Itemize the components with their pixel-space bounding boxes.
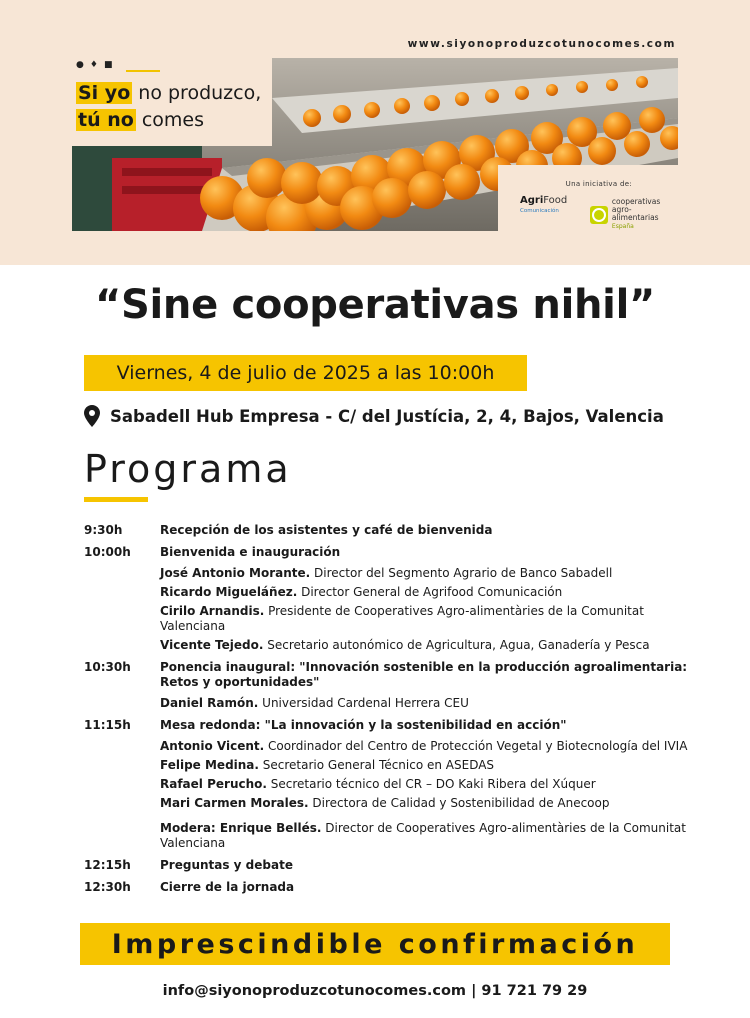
schedule-time: 12:15h (84, 858, 131, 872)
venue (84, 405, 664, 427)
speaker-role: Secretario General Técnico en ASEDAS (258, 758, 495, 772)
schedule-row (84, 880, 704, 895)
speaker-role: Secretario autonómico de Agricultura, Agua, Ganadería y Pesca (263, 638, 650, 652)
initiative-label: Una iniciativa de: (565, 180, 632, 188)
programa-underline (84, 497, 148, 502)
speaker (160, 585, 704, 600)
schedule-item-title: Ponencia inaugural: "Innovación sostenible en la producción agroalimentaria: Retos y oportunidades" (160, 660, 688, 689)
contact-info[interactable]: info@siyonoproduzcotunocomes.com | 91 721 79 29 (162, 983, 588, 999)
schedule-time: 12:30h (84, 880, 131, 894)
schedule-description (160, 545, 704, 653)
slogan-text-2: comes (135, 109, 205, 131)
schedule-description (160, 718, 704, 851)
speaker (160, 638, 704, 653)
programa-heading: Programa (84, 447, 292, 491)
schedule-item-title: Cierre de la jornada (160, 880, 295, 894)
campaign-logo (72, 58, 272, 146)
schedule-description (160, 660, 704, 711)
speaker-name: Cirilo Arnandis. (160, 604, 265, 618)
speaker (160, 604, 704, 634)
speaker (160, 696, 704, 711)
schedule-time: 10:30h (84, 660, 131, 674)
schedule-row (84, 545, 704, 653)
schedule-row (84, 718, 704, 851)
speaker-role: Presidente de Cooperatives Agro-alimentàries de la Comunitat Valenciana (160, 604, 644, 633)
schedule-time: 10:00h (84, 545, 131, 559)
campaign-icons (76, 60, 112, 70)
slogan-highlight-2: tú no (78, 109, 134, 131)
schedule-item-title: Mesa redonda: "La innovación y la sostenibilidad en acción" (160, 718, 567, 732)
speaker-name: Vicente Tejedo. (160, 638, 264, 652)
event-title: “Sine cooperativas nihil” (94, 282, 655, 328)
schedule-row (84, 858, 704, 873)
speaker (160, 821, 704, 851)
cooperativas-icon (590, 206, 608, 224)
speaker (160, 777, 704, 792)
chef-hat-icon: ♦ (89, 60, 98, 70)
agrifood-logo: AgriFood Comunicación (520, 195, 568, 214)
calendar-icon: ■ (103, 60, 113, 70)
speaker-name: Mari Carmen Morales. (160, 796, 309, 810)
speaker-name: Antonio Vicent. (160, 739, 265, 753)
speaker (160, 566, 704, 581)
slogan-text-1: no produzco, (132, 82, 262, 104)
speaker-role: Director de Cooperatives Agro-alimentàries de la Comunitat Valenciana (160, 821, 686, 850)
schedule-item-title: Bienvenida e inauguración (160, 545, 341, 559)
speaker-role: Directora de Calidad y Sostenibilidad de Anecoop (308, 796, 610, 810)
schedule-description (160, 523, 704, 538)
slogan (76, 80, 261, 134)
speaker-role: Coordinador del Centro de Protección Vegetal y Biotecnología del IVIA (264, 739, 688, 753)
schedule-item-title: Preguntas y debate (160, 858, 293, 872)
schedule-time: 11:15h (84, 718, 131, 732)
speaker-name: Daniel Ramón. (160, 696, 259, 710)
speaker (160, 739, 704, 754)
schedule-item-title: Recepción de los asistentes y café de bienvenida (160, 523, 493, 537)
schedule-description (160, 880, 704, 895)
speaker (160, 758, 704, 773)
logo-divider (126, 70, 160, 72)
schedule-time: 9:30h (84, 523, 123, 537)
speaker-name: Ricardo Migueláñez. (160, 585, 298, 599)
slogan-highlight-1: Si yo (78, 82, 131, 104)
speaker-name: Modera: Enrique Bellés. (160, 821, 322, 835)
speaker-role: Secretario técnico del CR – DO Kaki Ribera del Xúquer (266, 777, 596, 791)
speaker-role: Universidad Cardenal Herrera CEU (258, 696, 469, 710)
confirmation-banner: Imprescindible confirmación (80, 923, 670, 965)
location-pin-icon (84, 405, 100, 427)
cooperativas-logo: cooperativas agro-alimentarias España (590, 198, 678, 231)
site-url[interactable]: www.siyonoproduzcotunocomes.com (407, 38, 676, 50)
schedule (84, 523, 704, 902)
speaker (160, 796, 704, 811)
initiative-box (498, 165, 678, 231)
speaker-role: Director del Segmento Agrario de Banco Sabadell (310, 566, 613, 580)
event-date: Viernes, 4 de julio de 2025 a las 10:00h (84, 355, 527, 391)
speaker-name: Rafael Perucho. (160, 777, 267, 791)
schedule-row (84, 660, 704, 711)
speaker-role: Director General de Agrifood Comunicación (297, 585, 563, 599)
food-icon: ● (76, 60, 84, 70)
venue-address: Sabadell Hub Empresa - C/ del Justícia, 2, 4, Bajos, Valencia (110, 406, 664, 426)
speaker-name: José Antonio Morante. (160, 566, 311, 580)
schedule-row (84, 523, 704, 538)
speaker-name: Felipe Medina. (160, 758, 259, 772)
schedule-description (160, 858, 704, 873)
